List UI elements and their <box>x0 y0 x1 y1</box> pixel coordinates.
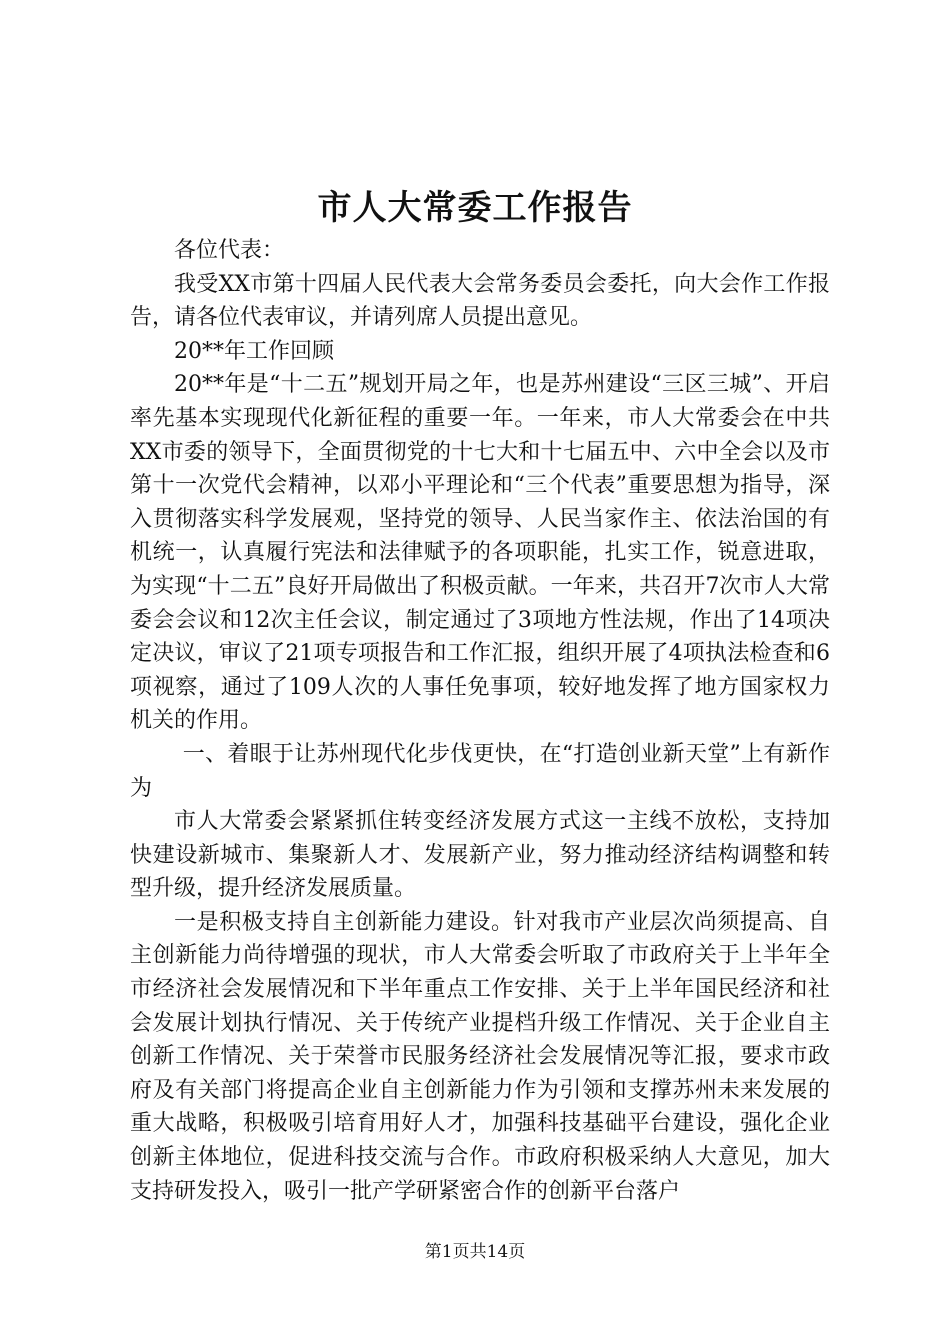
page-footer <box>0 1240 950 1264</box>
paragraph-review: 20**年是“十二五”规划开局之年，也是苏州建设“三区三城”、开启率先基本实现现代化新征程的重要一年。一年来，市人大常委会在中共XX市委的领导下，全面贯彻党的十七大和十七届五中、六中全会以及市第十一次党代会精神，以邓小平理论和“三个代表”重要思想为指导，深入贯彻落实科学发展观，坚持党的领导、人民当家作主、依法治国的有机统一，认真履行宪法和法律赋予的各项职能，扎实工作，锐意进取，为实现“十二五”良好开局做出了积极贡献。一年来，共召开7次市人大常委会会议和12次主任会议，制定通过了3项地方性法规，作出了14项决定决议，审议了21项专项报告和工作汇报，组织开展了4项执法检查和6项视察，通过了109人次的人事任免事项，较好地发挥了地方国家权力机关的作用。 <box>130 372 830 734</box>
document-body <box>130 234 830 1208</box>
page-total: 共14页 <box>469 1242 526 1262</box>
section-heading-review: 20**年工作回顾 <box>174 338 334 364</box>
salutation: 各位代表： <box>174 238 285 263</box>
paragraph-innovation: 一是积极支持自主创新能力建设。针对我市产业层次尚须提高、自主创新能力尚待增强的现状，市人大常委会听取了市政府关于上半年全市经济社会发展情况和下半年重点工作安排、关于上半年国民经济和社会发展计划执行情况、关于传统产业提档升级工作情况、关于企业自主创新工作情况、关于荣誉市民服务经济社会发展情况等汇报，要求市政府及有关部门将提高企业自主创新能力作为引领和支撑苏州未来发展的重大战略，积极吸引培育用好人才，加强科技基础平台建设，强化企业创新主体地位，促进科技交流与合作。市政府积极采纳人大意见，加大支持研发投入，吸引一批产学研紧密合作的创新平台落户 <box>130 909 830 1204</box>
paragraph-section-one: 市人大常委会紧紧抓住转变经济发展方式这一主线不放松，支持加快建设新城市、集聚新人才、发展新产业，努力推动经济结构调整和转型升级，提升经济发展质量。 <box>130 809 830 902</box>
page-number: 第1页 <box>424 1242 470 1262</box>
document-title: 市人大常委工作报告 <box>317 188 633 228</box>
section-heading-one: 一、着眼于让苏州现代化步伐更快，在“打造创业新天堂”上有新作为 <box>130 741 830 801</box>
paragraph-intro: 我受XX市第十四届人民代表大会常务委员会委托，向大会作工作报告，请各位代表审议，并请列席人员提出意见。 <box>130 271 830 331</box>
